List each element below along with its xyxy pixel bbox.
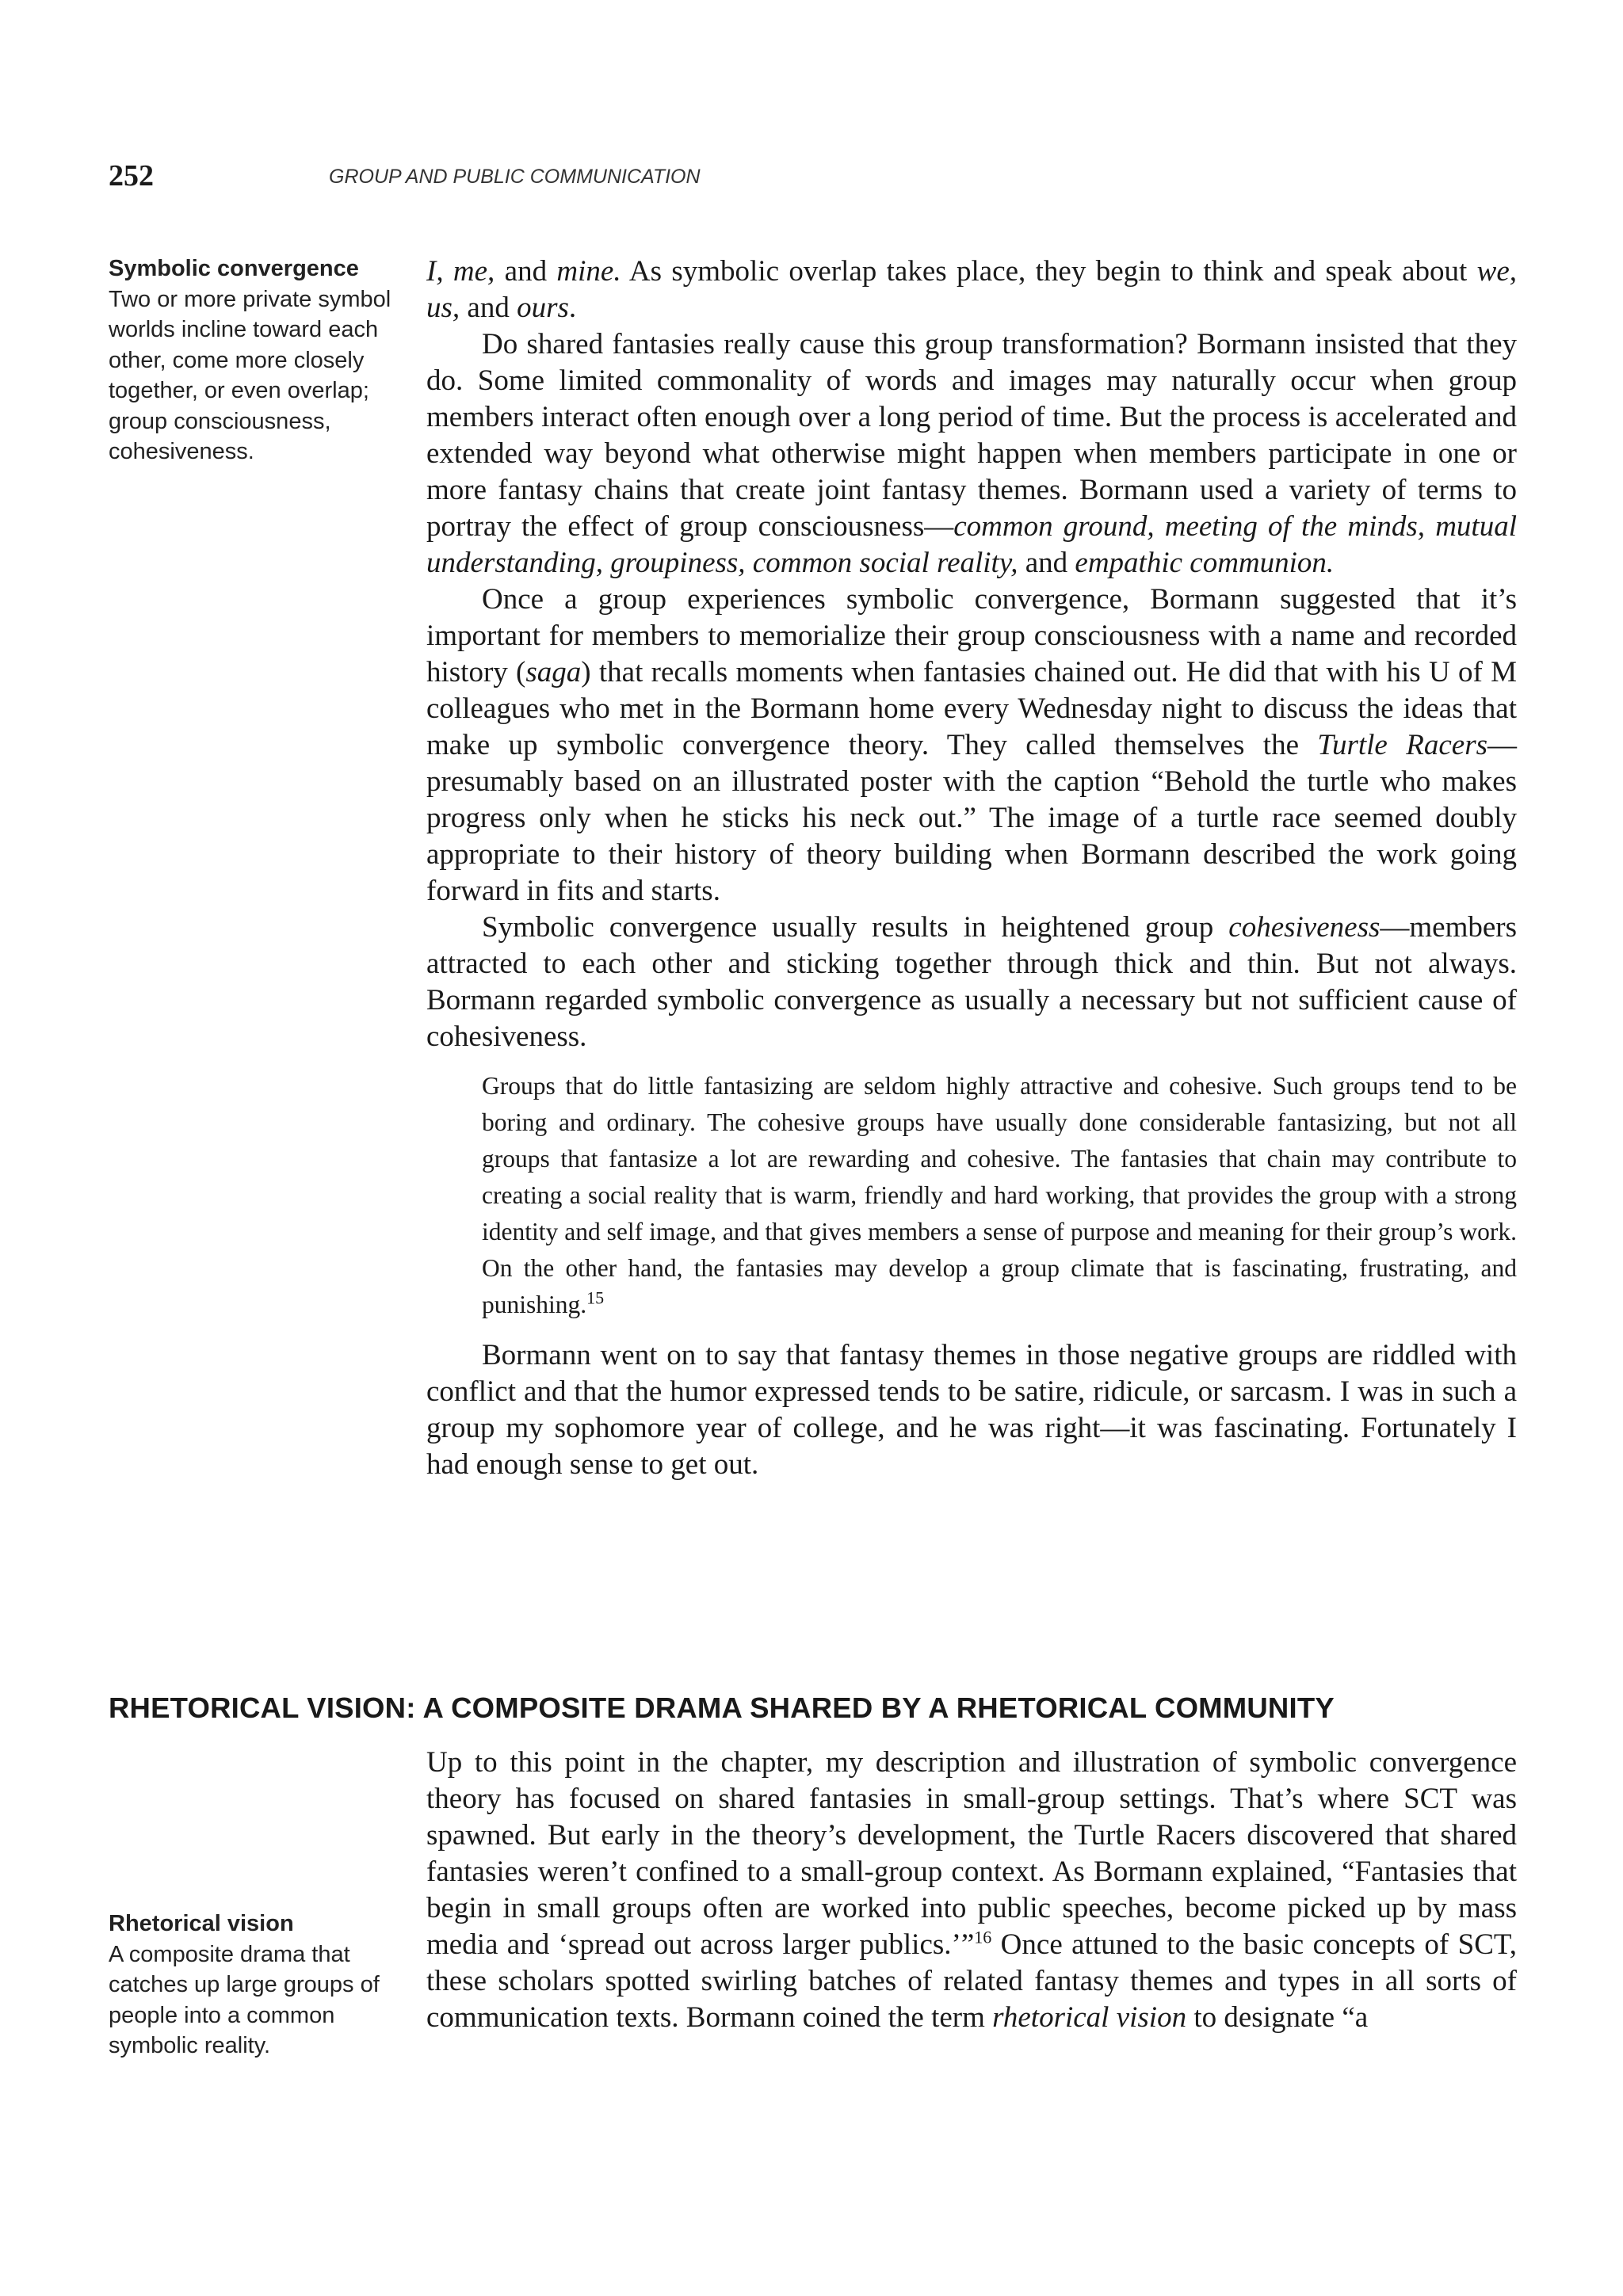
body-text	[426, 254, 1517, 1483]
paragraph: Bormann went on to say that fantasy themes in those negative groups are riddled with conflict and that the humor expressed tends to be satire, ridicule, or sarcasm. I was in such a group my sophomore year of college, and he was right—it was fascinating. Fortunately I had enough sense to get out.	[426, 1339, 1517, 1481]
endnote-marker: 16	[974, 1927, 992, 1947]
endnote-marker: 15	[586, 1287, 605, 1308]
running-title: GROUP AND PUBLIC COMMUNICATION	[329, 166, 701, 188]
section-body-text	[426, 1745, 1517, 2036]
page-number: 252	[109, 159, 154, 193]
paragraph: Up to this point in the chapter, my description and illustration of symbolic convergence theory has focused on shared fantasies in small-group settings. That’s where SCT was spawned. But early in the theory’s development, the Turtle Racers discovered that shared fantasies weren’t confined to a small-group context. As Bormann explained, “Fantasies that begin in small groups often are worked into public speeches, become picked up by mass media and ‘spread out across larger publics.’”$^{16}$ Once attuned to the basic concepts of SCT, these scholars spotted swirling batches of related fantasy themes and types in all sorts of communication texts. Bormann coined the term rhetorical vision to designate “a	[426, 1746, 1518, 2034]
block-quote: Groups that do little fantasizing are seldom highly attractive and cohesive. Such groups tend to be boring and ordinary. The cohesive groups have usually done considerable fantasizing, but not all groups that fantasize a lot are rewarding and cohesive. The fantasies that chain may contribute to creating a social reality that is warm, friendly and hard working, that provides the group with a strong identity and self image, and that gives members a sense of purpose and meaning for their group’s work. On the other hand, the fantasies may develop a group climate that is fascinating, frustrating, and punishing.$^{15}$	[482, 1072, 1517, 1318]
paragraph: Do shared fantasies really cause this group transformation? Bormann insisted that they do. Some limited commonality of words and images may naturally occur when group members interact often enough over a long period of time. But the process is accelerated and extended way beyond what otherwise might happen when members participate in one or more fantasy chains that create joint fantasy themes. Bormann used a variety of terms to portray the effect of group consciousness—common ground, meeting of the minds, mutual understanding, groupiness, common social reality, and empathic communion.	[426, 328, 1517, 579]
margin-gloss-rhetorical-vision	[109, 1909, 398, 2061]
section-heading: RHETORICAL VISION: A COMPOSITE DRAMA SHARED BY A RHETORICAL COMMUNITY	[109, 1691, 1335, 1724]
margin-gloss-symbolic-convergence	[109, 254, 398, 467]
running-head	[109, 158, 1535, 198]
gloss-definition: Two or more private symbol worlds incline toward each other, come more closely together, or even overlap; group consciousness, cohesiveness.	[109, 286, 391, 464]
gloss-term: Symbolic convergence	[109, 256, 359, 281]
paragraph: I, me, and mine. As symbolic overlap takes place, they begin to think and speak about we, us, and ours.	[426, 255, 1517, 324]
gloss-definition: A composite drama that catches up large groups of people into a common symbolic reality.	[109, 1941, 380, 2058]
paragraph: Once a group experiences symbolic convergence, Bormann suggested that it’s important for members to memorialize their group consciousness with a name and recorded history (saga) that recalls moments when fantasies chained out. He did that with his U of M colleagues who met in the Bormann home every Wednesday night to discuss the ideas that make up symbolic convergence theory. They called themselves the Turtle Racers—presumably based on an illustrated poster with the caption “Behold the turtle who makes progress only when he sticks his neck out.” The image of a turtle race seemed doubly appropriate to their history of theory building when Bormann described the work going forward in fits and starts.	[426, 583, 1517, 907]
gloss-term: Rhetorical vision	[109, 1911, 294, 1936]
paragraph: Symbolic convergence usually results in heightened group cohesiveness—members attracted to each other and sticking together through thick and thin. But not always. Bormann regarded symbolic convergence as usually a necessary but not sufficient cause of cohesiveness.	[426, 911, 1517, 1053]
